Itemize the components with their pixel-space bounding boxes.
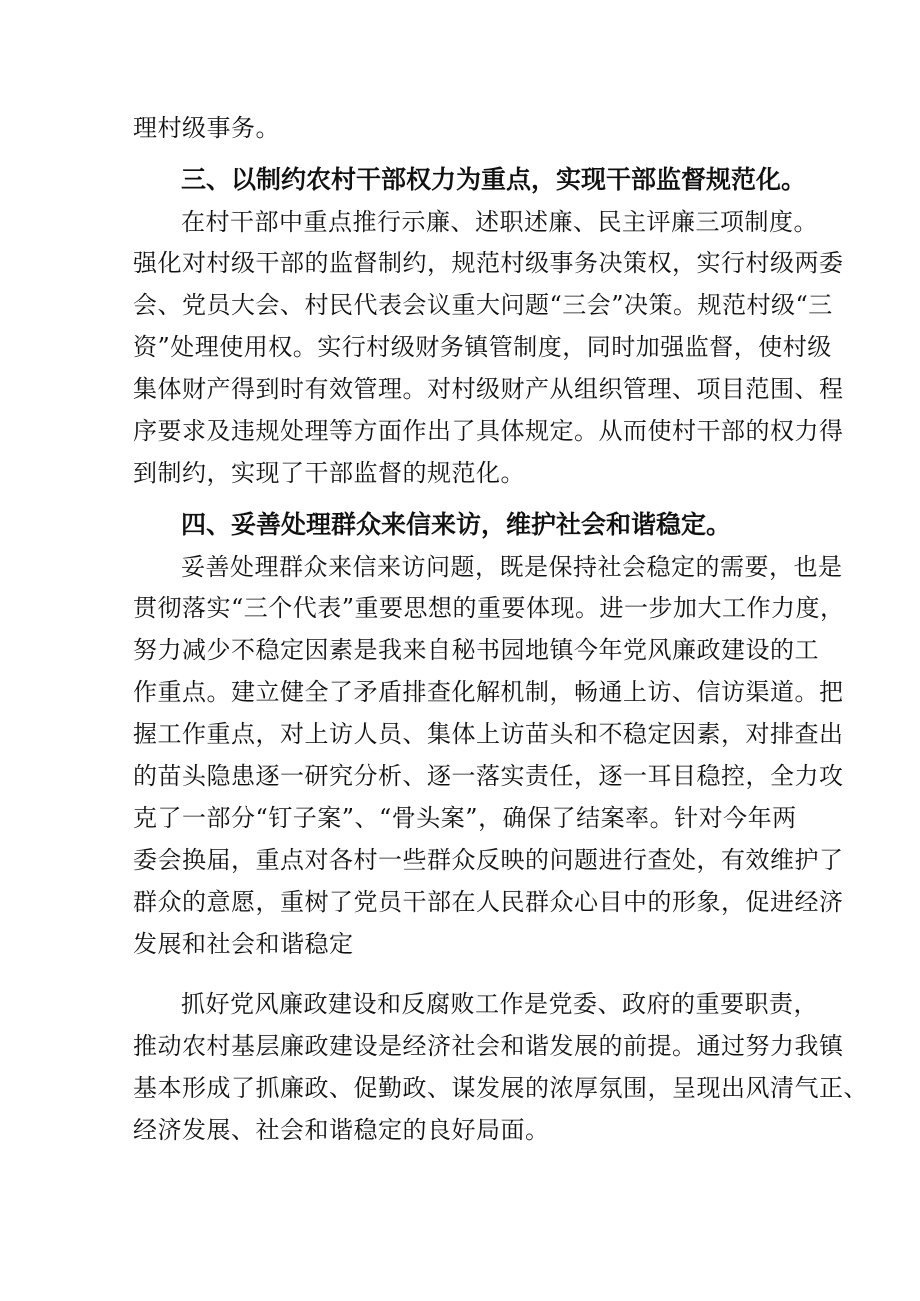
paragraph-line: 作重点。建立健全了矛盾排查化解机制，畅通上访、信访渠道。把 [133,678,844,706]
paragraph-line: 集体财产得到时有效管理。对村级财产从组织管理、项目范围、程 [133,375,844,403]
paragraph-line: 基本形成了抓廉政、促勤政、谋发展的浓厚氛围，呈现出风清气正、 [133,1074,868,1102]
section-heading: 三、以制约农村干部权力为重点，实现干部监督规范化。 [181,165,807,194]
paragraph-line: 强化对村级干部的监督制约，规范村级事务决策权，实行村级两委 [133,249,844,277]
paragraph-line: 克了一部分“钉子案”、“骨头案”，确保了结案率。针对今年两 [133,804,797,832]
paragraph-line: 到制约，实现了干部监督的规范化。 [133,459,525,487]
paragraph-line: 抓好党风廉政建设和反腐败工作是党委、政府的重要职责， [181,990,818,1018]
paragraph-line: 序要求及违规处理等方面作出了具体规定。从而使村干部的权力得 [133,417,844,445]
section-heading: 四、妥善处理群众来信来访，维护社会和谐稳定。 [181,510,732,539]
paragraph-line: 贯彻落实“三个代表”重要思想的重要体现。进一步加大工作力度， [133,594,845,622]
paragraph-line: 理村级事务。 [133,114,280,142]
paragraph-line: 的苗头隐患逐一研究分析、逐一落实责任，逐一耳目稳控，全力攻 [133,762,844,790]
paragraph-line: 群众的意愿，重树了党员干部在人民群众心目中的形象，促进经济 [133,888,844,916]
paragraph-line: 委会换届，重点对各村一些群众反映的问题进行查处，有效维护了 [133,846,844,874]
paragraph-line: 推动农村基层廉政建设是经济社会和谐发展的前提。通过努力我镇 [133,1032,844,1060]
paragraph-line: 握工作重点，对上访人员、集体上访苗头和不稳定因素，对排查出 [133,720,844,748]
paragraph-line: 会、党员大会、村民代表会议重大问题“三会”决策。规范村级“三 [133,291,833,319]
paragraph-line: 资”处理使用权。实行村级财务镇管制度，同时加强监督，使村级 [133,333,832,361]
paragraph-line: 努力减少不稳定因素是我来自秘书园地镇今年党风廉政建设的工 [133,636,819,664]
paragraph-line: 经济发展、社会和谐稳定的良好局面。 [133,1116,550,1144]
paragraph-line: 发展和社会和谐稳定 [133,930,354,958]
paragraph-line: 妥善处理群众来信来访问题，既是保持社会稳定的需要，也是 [181,553,843,581]
paragraph-line: 在村干部中重点推行示廉、述职述廉、民主评廉三项制度。 [181,208,818,236]
